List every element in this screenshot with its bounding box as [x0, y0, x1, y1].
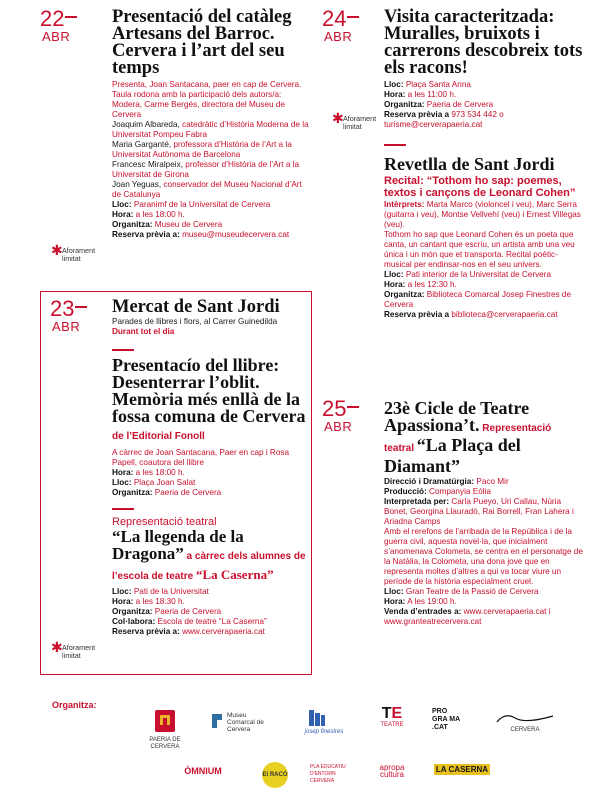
event-25-title: 23è Cicle de Teatre Apassiona’t. Representació teatral “La Plaça del Diamant” [384, 398, 552, 476]
conservatori-logo: CERVERA [490, 712, 560, 734]
revetlla-title: Revetlla de Sant Jordi [384, 154, 555, 174]
llibre-title: Presentacío del llibre: Desenterrar l’oblit. Memòria més enllà de la fossa comuna de Cervera de l’Editorial Fonoll [112, 355, 306, 442]
caserna-logo: LA CASERNA [435, 765, 489, 774]
divider [112, 349, 134, 351]
date-25: 25 ABR [322, 398, 359, 433]
biblioteca-logo: josep finestres [294, 710, 354, 736]
divider [384, 144, 406, 146]
museu-logo: Museu Comarcal de Cervera [210, 712, 272, 733]
omnium-logo: ÒMNIUM [184, 766, 222, 776]
event-22-body: Presenta, Joan Santacana, paer en cap de Cervera. Taula rodona amb la participació dels autors/a: Modera, Carme Bergés, directora del Museu de Cervera Joaquim Albareda, catedràtic d’Història Moderna de la Universitat Pompeu Fabra Maria Garganté, professora d’Història de l’Art a la Universitat Autònoma de Barcelona Francesc Miralpeix, professor d’Història de l’Art a la Universitat de Girona Joan Yeguas, conservador del Museu Nacional d’Art de Catalunya Lloc: Paranimf de la Universitat de Cervera Hora: a les 18:00 h. Organitza: Museu de Cervera Reserva prèvia a: museu@museudecervera.cat [112, 80, 309, 239]
event-24: Visita caracteritzada: Muralles, bruixots i carrerons descobreix tots els racons! Lloc: Plaça Santa Anna Hora: a les 11:00 h. Organitza: Paeria de Cervera Reserva prèvia a 973 534 442 o turisme@cerverapaeria.cat Revetlla de Sant Jordi Recital: “Tothom ho sap: poemes, textos i cançons de Leonard Cohen” Intèrprets: Marta Marco (violoncel i veu), Marc Serra (guitarra i veu), Montse Vellvehí (veu) i Ernest Villegas (veu). Tothom ho sap que Leonard Cohen és un poeta que canta, un cantant que escriu, un artista amb una veu única i un món que et transporta. Recital poètic-musical per endinsar-nos en el seu univers. Lloc: Pati interior de la Universitat de Cervera Hora: a les 12:30 h. Organitza: Biblioteca Comarcal Josep Finestres de Cervera Reserva prèvia a biblioteca@cerverapaeria.cat [384, 7, 583, 319]
asterisk-icon: ✱ [51, 639, 63, 655]
teatre-logo: TE TEATRE [380, 705, 404, 728]
paeria-logo: PAERIA DE CERVERA [140, 708, 190, 751]
apropa-logo: apropa cultura [379, 763, 405, 779]
raco-logo: El RACÓ [262, 762, 288, 788]
date-23: 23 ABR [50, 298, 87, 333]
asterisk-icon: ✱ [51, 242, 63, 258]
date-24: 24 ABR [322, 8, 359, 43]
aforament-22: ✱ Aforament limitat [51, 242, 96, 263]
event-23: Mercat de Sant Jordi Parades de llibres i flors, al Carrer Guinedilda Durant tot el dia Presentacío del llibre: Desenterrar l’oblit. Memòria més enllà de la fossa comuna de Cervera de l’Editorial Fonoll A càrrec de Joan Santacana, Paer en cap i Rosa Papell, coautora del llibre Hora: a les 18:00 h. Lloc: Plaça Joan Salat Organitza: Paeria de Cervera Representació teatral “La llegenda de la Dragona” a càrrec dels alumnes de l’escola de teatre “La Caserna” Lloc: Pati de la Universitat Hora: a les 18:30 h. Organitza: Paeria de Cervera Col·labora: Escola de teatre “La Caserna” Reserva prèvia a: www.cerverapaeria.cat [112, 299, 308, 637]
event-25: 23è Cicle de Teatre Apassiona’t. Representació teatral “La Plaça del Diamant” Direcció i Dramatúrgia: Paco Mir Producció: Companyia Eòlia Interpretada per: Carla Pueyo, Uri Callau, Núria Bonet, Georgina Llauradó, Rai Borrell, Fran Lahera i Ariadna Camps Amb el rerefons de l’arribada de la República i de la guerra civil, aquesta novel·la, que inicialment s’anomenava Colometa, se centra en el personatge de la Natàlia, la Colometa, una dona jove que en representa moltes d’altres a qui va tocar viure un període de la història especialment cruel. Lloc: Gran Teatre de la Passió de Cervera Hora: A les 19:00 h. Venda d’entrades a: www.cerverapaeria.cat i www.granteatrecervera.cat [384, 398, 583, 626]
programa-logo: PRO GRA MA .CAT [432, 708, 460, 731]
date-22: 22 ABR [40, 8, 77, 43]
mercat-title: Mercat de Sant Jordi [112, 297, 280, 317]
organitza-label: Organitza: [52, 700, 97, 710]
divider [112, 508, 134, 510]
event-22 [112, 9, 312, 240]
asterisk-icon: ✱ [332, 110, 344, 126]
pla-educatiu-logo: PLA EDUCATIU D'ENTORN CERVERA [310, 764, 346, 784]
recital-title: Recital: “Tothom ho sap: poemes, textos i cançons de Leonard Cohen” [384, 175, 576, 199]
event-22-title: Presentació del catàleg Artesans del Barroc. Cervera i l’art del seu temps [112, 7, 292, 78]
aforament-24: ✱ Aforament limitat [332, 110, 377, 131]
teatre-title: “La llegenda de la Dragona” a càrrec dels alumnes de l’escola de teatre “La Caserna” [112, 527, 306, 582]
aforament-23: ✱ Aforament limitat [51, 639, 96, 660]
event-24-title: Visita caracteritzada: Muralles, bruixots i carrerons descobreix tots els racons! [384, 7, 583, 78]
